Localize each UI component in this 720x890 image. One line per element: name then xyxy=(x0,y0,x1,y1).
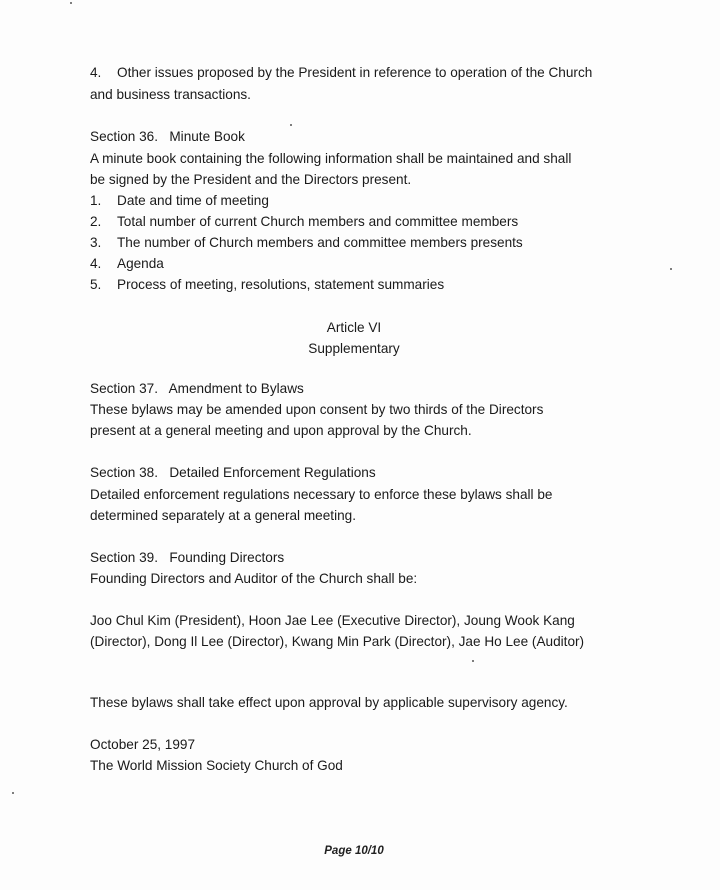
article-title: Article VI xyxy=(326,320,382,335)
list-item xyxy=(90,190,269,211)
list-item-text: Agenda xyxy=(117,256,164,271)
scan-speck xyxy=(290,124,292,126)
section-37-body-line1: These bylaws may be amended upon consent by two thirds of the Directors xyxy=(90,402,544,417)
list-item-number: 4. xyxy=(90,256,102,271)
intro-item-text: Other issues proposed by the President in reference to operation of the Church xyxy=(117,65,593,80)
intro-item-line1 xyxy=(90,62,592,83)
section-37-heading: Section 37. Amendment to Bylaws xyxy=(90,381,304,396)
scan-speck xyxy=(472,660,474,662)
list-item-number: 2. xyxy=(90,214,102,229)
list-item-text: Total number of current Church members and committee members xyxy=(117,214,519,229)
list-item-text: The number of Church members and committee members presents xyxy=(117,235,523,250)
section-36-body-line2: be signed by the President and the Directors present. xyxy=(90,172,412,187)
section-36-heading: Section 36. Minute Book xyxy=(90,129,245,144)
list-item-number: 1. xyxy=(90,193,102,208)
scan-speck xyxy=(12,792,14,794)
section-38-heading: Section 38. Detailed Enforcement Regulations xyxy=(90,465,376,480)
list-item-number: 3. xyxy=(90,235,102,250)
section-38-body-line1: Detailed enforcement regulations necessary to enforce these bylaws shall be xyxy=(90,487,553,502)
article-subtitle: Supplementary xyxy=(308,341,400,356)
scan-speck xyxy=(70,2,72,4)
section-37-body-line2: present at a general meeting and upon approval by the Church. xyxy=(90,423,472,438)
list-item xyxy=(90,211,518,232)
signature-date: October 25, 1997 xyxy=(90,737,196,752)
section-38-body-line2: determined separately at a general meeting. xyxy=(90,508,356,523)
section-36-body-line1: A minute book containing the following information shall be maintained and shall xyxy=(90,151,572,166)
list-item-number: 5. xyxy=(90,277,102,292)
intro-item-number: 4. xyxy=(90,65,102,80)
list-item xyxy=(90,274,444,295)
list-item-text: Process of meeting, resolutions, statement summaries xyxy=(117,277,445,292)
signature-organization: The World Mission Society Church of God xyxy=(90,758,343,773)
founding-names-line2: (Director), Dong Il Lee (Director), Kwang Min Park (Director), Jae Ho Lee (Auditor) xyxy=(90,634,585,649)
list-item-text: Date and time of meeting xyxy=(117,193,269,208)
founding-names-line1: Joo Chul Kim (President), Hoon Jae Lee (Executive Director), Joung Wook Kang xyxy=(90,613,575,628)
section-39-heading: Section 39. Founding Directors xyxy=(90,550,285,565)
list-item xyxy=(90,232,523,253)
page-number: Page 10/10 xyxy=(324,845,384,857)
scan-speck xyxy=(670,268,672,270)
effect-statement: These bylaws shall take effect upon approval by applicable supervisory agency. xyxy=(90,695,568,710)
intro-item-line2: and business transactions. xyxy=(90,87,251,102)
list-item xyxy=(90,253,164,274)
section-39-body-line1: Founding Directors and Auditor of the Church shall be: xyxy=(90,571,418,586)
